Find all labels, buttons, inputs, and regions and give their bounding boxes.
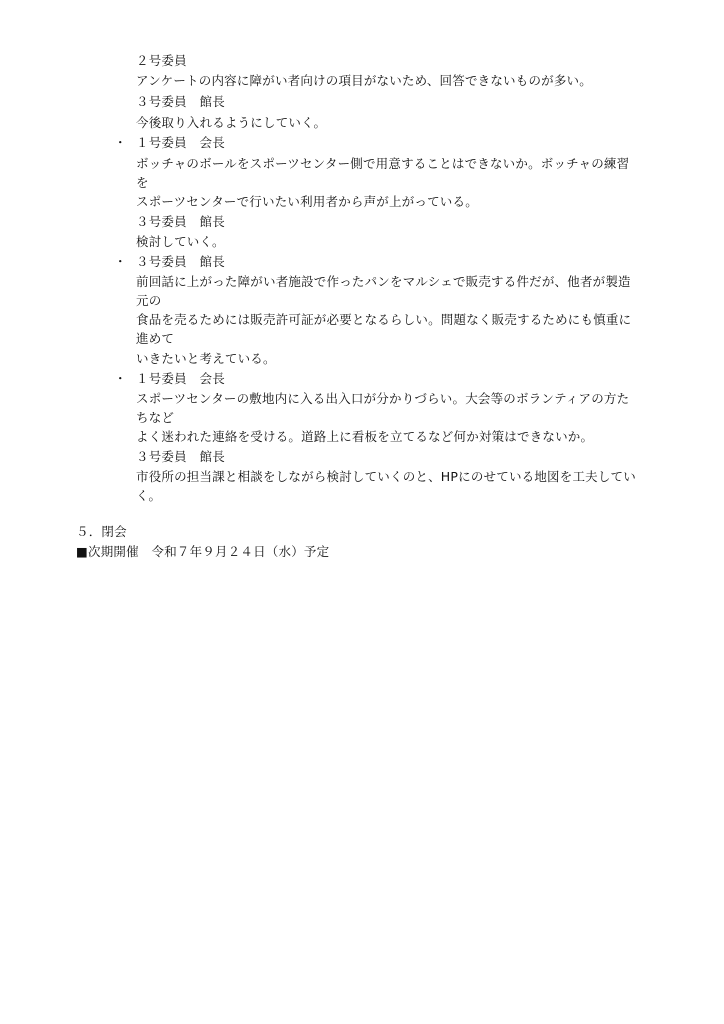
statement-text: ボッチャのボールをスポーツセンター側で用意することはできないか。ボッチャの練習 — [136, 156, 630, 171]
statement-text: 市役所の担当課と相談をしながら検討していくのと、HPにのせている地図を工夫してい — [136, 469, 636, 484]
speaker-label: ３号委員 館長 — [136, 254, 225, 269]
statement-text: スポーツセンターで行いたい利用者から声が上がっている。 — [136, 194, 478, 209]
statement-text: く。 — [136, 488, 162, 503]
bullet-marker: ・ — [114, 371, 127, 386]
statement-text: 今後取り入れるようにしていく。 — [136, 115, 327, 130]
statement-text: よく迷われた連絡を受ける。道路上に看板を立てるなど何か対策はできないか。 — [136, 429, 594, 444]
bullet-marker: ・ — [114, 254, 127, 269]
speaker-label: １号委員 会長 — [136, 135, 225, 150]
speaker-label: ３号委員 館長 — [136, 214, 225, 229]
statement-text: いきたいと考えている。 — [136, 351, 276, 366]
statement-text: 元の — [136, 293, 162, 308]
statement-text: 食品を売るためには販売許可証が必要となるらしい。問題なく販売するためにも慎重に — [136, 312, 632, 327]
statement-text: ちなど — [136, 410, 175, 425]
statement-text: 進めて — [136, 331, 175, 346]
statement-text: を — [136, 175, 149, 190]
speaker-label: １号委員 会長 — [136, 371, 225, 386]
speaker-label: ２号委員 — [136, 53, 187, 68]
statement-text: アンケートの内容に障がい者向けの項目がないため、回答できないものが多い。 — [136, 73, 592, 88]
speaker-label: ３号委員 館長 — [136, 449, 225, 464]
next-meeting-note: ■次期開催 令和７年９月２４日（水）予定 — [76, 544, 330, 559]
statement-text: スポーツセンターの敷地内に入る出入口が分かりづらい。大会等のボランティアの方た — [136, 391, 630, 406]
statement-text: 検討していく。 — [136, 234, 225, 249]
section-heading: ５．閉会 — [76, 524, 127, 539]
bullet-marker: ・ — [114, 135, 127, 150]
statement-text: 前回話に上がった障がい者施設で作ったパンをマルシェで販売する件だが、他者が製造 — [136, 274, 631, 289]
speaker-label: ３号委員 館長 — [136, 94, 225, 109]
